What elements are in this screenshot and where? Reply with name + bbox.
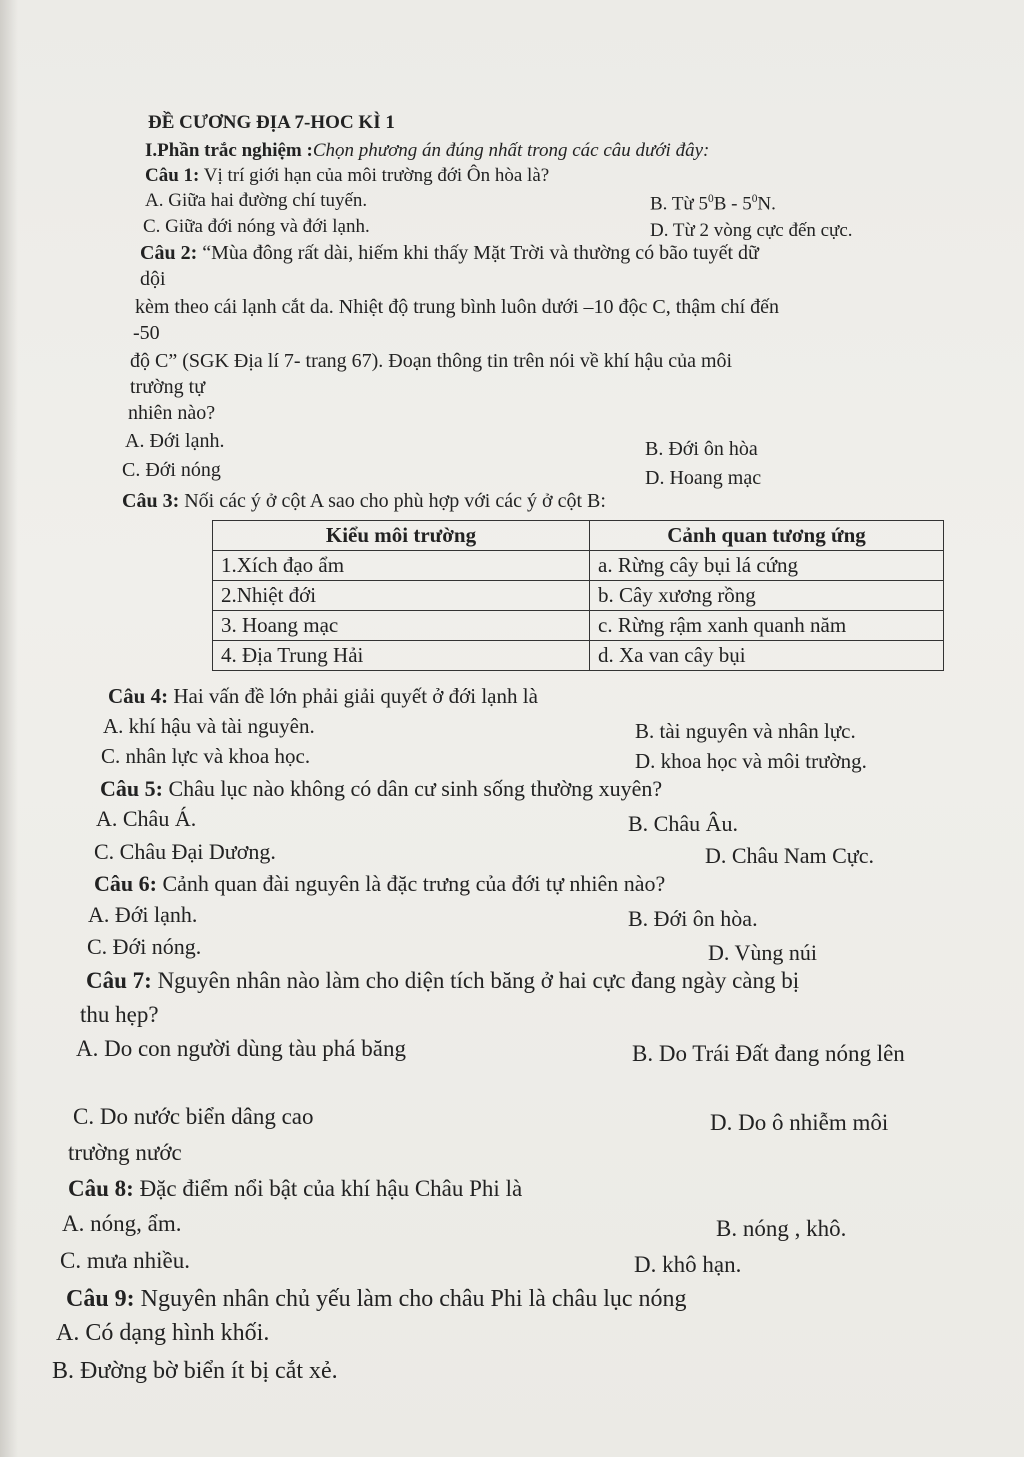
q7-option-c: C. Do nước biển dâng cao xyxy=(73,1104,314,1129)
question-2-line-3: kèm theo cái lạnh cắt da. Nhiệt độ trung bình luôn dưới –10 độc C, thậm chí đến xyxy=(135,296,780,318)
question-2-line-5: độ C” (SGK Địa lí 7- trang 67). Đoạn thông tin trên nói về khí hậu của môi xyxy=(130,350,733,372)
table-row xyxy=(213,611,944,641)
q9-option-a: A. Có dạng hình khối. xyxy=(56,1320,270,1346)
q5-option-a: A. Châu Á. xyxy=(96,806,197,831)
q4-option-c: C. nhân lực và khoa học. xyxy=(101,744,311,768)
q7-option-a: A. Do con người dùng tàu phá băng xyxy=(76,1036,406,1061)
document-title: ĐỀ CƯƠNG ĐỊA 7-HOC KÌ 1 xyxy=(148,112,395,133)
q7-option-d: D. Do ô nhiễm môi xyxy=(710,1110,889,1135)
question-7-label: Câu 7: xyxy=(86,968,152,993)
q6-option-d: D. Vùng núi xyxy=(708,940,817,965)
q8-option-c: C. mưa nhiều. xyxy=(60,1248,191,1273)
q8-option-b: B. nóng , khô. xyxy=(716,1216,847,1241)
question-2-label: Câu 2: xyxy=(140,242,198,264)
q6-option-b: B. Đới ôn hòa. xyxy=(628,906,758,931)
question-7 xyxy=(86,968,799,994)
question-2-line-7: nhiên nào? xyxy=(128,402,216,424)
question-2-line-1: “Mùa đông rất dài, hiếm khi thấy Mặt Trời và thường có bão tuyết dữ xyxy=(197,242,759,264)
question-7-line-2: thu hẹp? xyxy=(80,1002,159,1027)
page-edge-shadow xyxy=(0,0,18,1457)
question-9-text: Nguyên nhân chủ yếu làm cho châu Phi là châu lục nóng xyxy=(134,1286,687,1312)
section-heading-label: I.Phần trắc nghiệm : xyxy=(145,140,313,161)
question-1-label: Câu 1: xyxy=(145,165,200,186)
question-3 xyxy=(122,490,606,513)
question-1 xyxy=(145,165,549,187)
table-cell-a: 2.Nhiệt đới xyxy=(213,581,590,611)
section-instruction: Chọn phương án đúng nhất trong các câu dưới đây: xyxy=(312,140,710,161)
q6-option-c: C. Đới nóng. xyxy=(87,934,202,959)
q1-b-degree-2: 0 xyxy=(751,193,758,205)
question-5 xyxy=(100,776,662,801)
q1-option-b xyxy=(650,193,776,215)
q4-option-d: D. khoa học và môi trường. xyxy=(635,749,867,773)
q1-option-d: D. Từ 2 vòng cực đến cực. xyxy=(650,220,853,241)
question-4 xyxy=(108,684,538,708)
table-header-col-a: Kiểu môi trường xyxy=(213,521,590,551)
question-3-text: Nối các ý ở cột A sao cho phù hợp với các ý ở cột B: xyxy=(179,490,606,512)
q1-b-degree-1: 0 xyxy=(707,193,714,205)
question-6 xyxy=(94,871,665,896)
table-cell-b: b. Cây xương rồng xyxy=(590,581,944,611)
table-row xyxy=(213,551,944,581)
table-cell-b: c. Rừng rậm xanh quanh năm xyxy=(590,611,944,641)
table-row xyxy=(213,581,944,611)
section-heading xyxy=(145,140,709,162)
q1-b-prefix: B. Từ 5 xyxy=(650,193,708,215)
q2-option-a: A. Đới lạnh. xyxy=(125,430,225,452)
question-9 xyxy=(66,1286,687,1314)
question-9-label: Câu 9: xyxy=(66,1286,135,1312)
table-cell-b: d. Xa van cây bụi xyxy=(590,641,944,671)
q1-option-c: C. Giữa đới nóng và đới lạnh. xyxy=(143,216,370,237)
table-row xyxy=(213,641,944,671)
q8-option-a: A. nóng, ẩm. xyxy=(62,1211,182,1236)
question-8-label: Câu 8: xyxy=(68,1176,134,1201)
question-6-text: Cảnh quan đài nguyên là đặc trưng của đới tự nhiên nào? xyxy=(156,871,666,896)
q5-option-c: C. Châu Đại Dương. xyxy=(94,839,276,864)
q7-option-d-continued: trường nước xyxy=(68,1140,182,1165)
question-2-line-2: dội xyxy=(140,268,166,290)
question-2 xyxy=(140,242,759,265)
question-8-text: Đặc điểm nổi bật của khí hậu Châu Phi là xyxy=(133,1176,523,1201)
q5-option-d: D. Châu Nam Cực. xyxy=(705,843,874,868)
question-7-line-1: Nguyên nhân nào làm cho diện tích băng ở hai cực đang ngày càng bị xyxy=(151,968,800,993)
q4-option-a: A. khí hậu và tài nguyên. xyxy=(103,714,315,738)
q1-option-a: A. Giữa hai đường chí tuyến. xyxy=(145,190,368,211)
q7-option-b: B. Do Trái Đất đang nóng lên xyxy=(632,1041,905,1066)
table-cell-a: 3. Hoang mạc xyxy=(213,611,590,641)
q5-option-b: B. Châu Âu. xyxy=(628,811,738,836)
matching-table xyxy=(212,520,944,671)
question-1-text: Vị trí giới hạn của môi trường đới Ôn hòa là? xyxy=(199,165,550,186)
question-4-label: Câu 4: xyxy=(108,684,169,708)
question-5-label: Câu 5: xyxy=(100,776,163,801)
q2-option-c: C. Đới nóng xyxy=(122,459,221,481)
table-cell-a: 1.Xích đạo ẩm xyxy=(213,551,590,581)
q2-option-d: D. Hoang mạc xyxy=(645,467,762,489)
q9-option-b: B. Đường bờ biển ít bị cắt xẻ. xyxy=(52,1358,338,1384)
table-cell-b: a. Rừng cây bụi lá cứng xyxy=(590,551,944,581)
table-cell-a: 4. Địa Trung Hải xyxy=(213,641,590,671)
q8-option-d: D. khô hạn. xyxy=(634,1252,742,1277)
question-8 xyxy=(68,1176,522,1202)
q1-b-suffix: N. xyxy=(757,193,776,215)
q4-option-b: B. tài nguyên và nhân lực. xyxy=(635,719,856,743)
question-4-text: Hai vấn đề lớn phải giải quyết ở đới lạnh là xyxy=(168,684,538,708)
question-2-line-4: -50 xyxy=(133,322,160,344)
question-3-label: Câu 3: xyxy=(122,490,180,512)
question-2-line-6: trường tự xyxy=(130,376,206,398)
question-5-text: Châu lục nào không có dân cư sinh sống thường xuyên? xyxy=(162,776,663,801)
question-6-label: Câu 6: xyxy=(94,871,157,896)
table-header-col-b: Cảnh quan tương ứng xyxy=(590,521,944,551)
q6-option-a: A. Đới lạnh. xyxy=(88,902,198,927)
q1-b-middle: B - 5 xyxy=(713,193,752,215)
table-header-row xyxy=(213,521,944,551)
q2-option-b: B. Đới ôn hòa xyxy=(645,438,758,460)
